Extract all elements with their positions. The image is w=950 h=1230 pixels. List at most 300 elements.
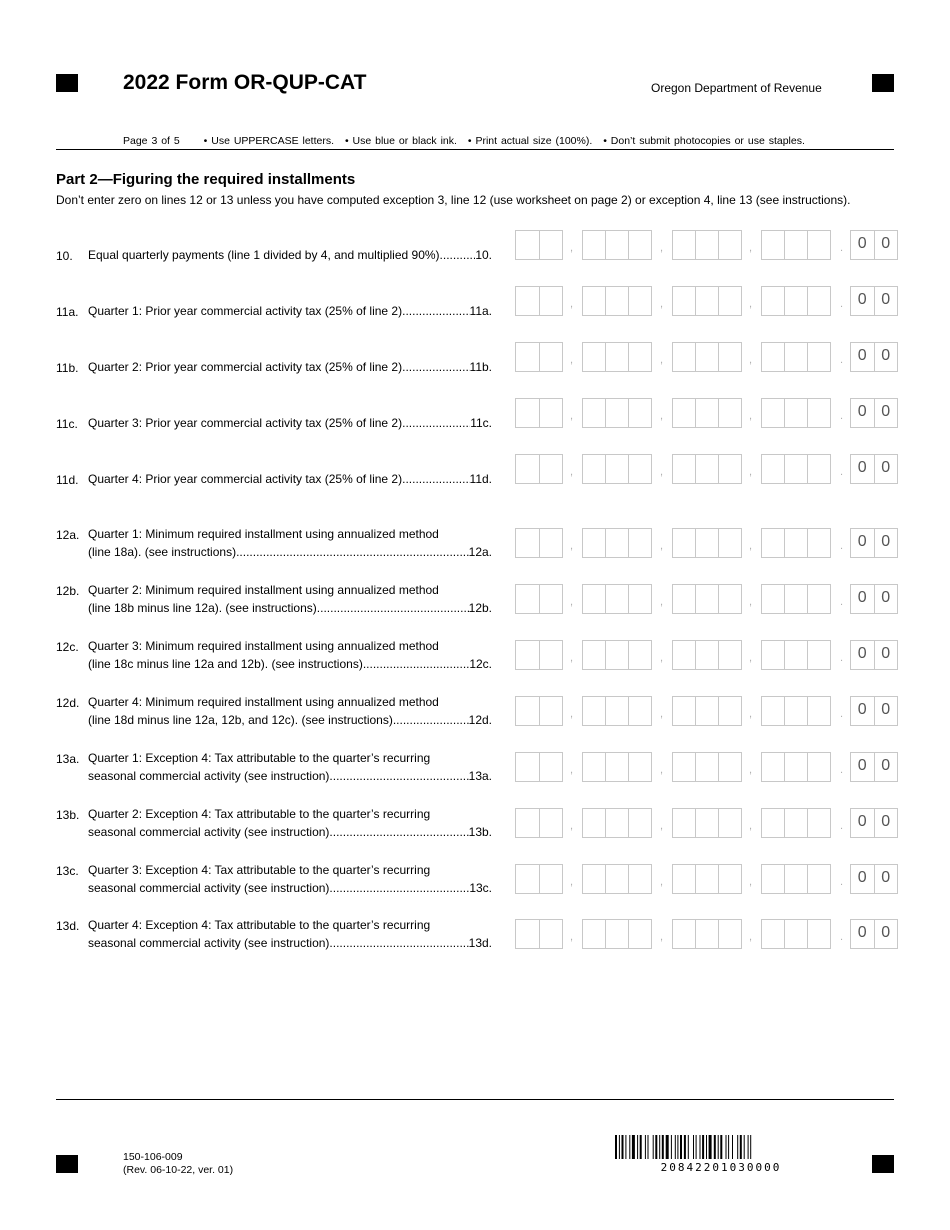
thousands-separator: , xyxy=(660,764,664,776)
digit-box[interactable] xyxy=(673,809,696,837)
digit-box[interactable] xyxy=(719,343,741,371)
cents-digit[interactable]: 0 xyxy=(851,641,875,669)
digit-box[interactable] xyxy=(785,809,808,837)
digit-box[interactable] xyxy=(808,455,830,483)
thousands-separator: , xyxy=(570,466,574,478)
digit-box[interactable] xyxy=(606,287,629,315)
digit-group[interactable] xyxy=(672,454,742,484)
cents-box[interactable] xyxy=(850,696,898,726)
digit-box[interactable] xyxy=(516,641,540,669)
digit-group[interactable] xyxy=(761,864,831,894)
digit-box[interactable] xyxy=(696,641,719,669)
digit-box[interactable] xyxy=(583,343,606,371)
digit-box[interactable] xyxy=(583,920,606,948)
digit-box[interactable] xyxy=(696,697,719,725)
thousands-separator: , xyxy=(660,820,664,832)
digit-group[interactable] xyxy=(515,454,563,484)
digit-group[interactable] xyxy=(761,230,831,260)
digit-box[interactable] xyxy=(629,585,651,613)
digit-box[interactable] xyxy=(629,529,651,557)
digit-group[interactable] xyxy=(582,454,652,484)
cents-digit[interactable]: 0 xyxy=(881,813,891,830)
digit-box[interactable] xyxy=(785,920,808,948)
line-label-text: Quarter 3: Prior year commercial activity tax (25% of line 2) xyxy=(88,416,403,430)
digit-box[interactable] xyxy=(606,455,629,483)
digit-group[interactable] xyxy=(761,584,831,614)
digit-box[interactable] xyxy=(583,455,606,483)
digit-group[interactable] xyxy=(761,808,831,838)
digit-box[interactable] xyxy=(583,529,606,557)
digit-box[interactable] xyxy=(762,697,785,725)
digit-box[interactable] xyxy=(583,865,606,893)
digit-box[interactable] xyxy=(762,809,785,837)
digit-box[interactable] xyxy=(808,865,830,893)
digit-group[interactable] xyxy=(672,398,742,428)
thousands-separator: , xyxy=(749,876,753,888)
digit-box[interactable] xyxy=(540,753,563,781)
digit-box[interactable] xyxy=(673,753,696,781)
thousands-separator: , xyxy=(749,242,753,254)
digit-group[interactable] xyxy=(515,696,563,726)
digit-group[interactable] xyxy=(672,864,742,894)
digit-box[interactable] xyxy=(516,585,540,613)
digit-box[interactable] xyxy=(673,343,696,371)
digit-box[interactable] xyxy=(606,920,629,948)
registration-mark-top-left xyxy=(56,74,78,92)
digit-box[interactable] xyxy=(719,641,741,669)
digit-box[interactable] xyxy=(808,585,830,613)
digit-box[interactable] xyxy=(516,920,540,948)
digit-group[interactable] xyxy=(672,919,742,949)
digit-box[interactable] xyxy=(673,399,696,427)
digit-box[interactable] xyxy=(785,343,808,371)
digit-box[interactable] xyxy=(719,529,741,557)
cents-box[interactable] xyxy=(850,454,898,484)
digit-box[interactable] xyxy=(808,399,830,427)
digit-group[interactable] xyxy=(761,696,831,726)
digit-box[interactable] xyxy=(808,529,830,557)
digit-box[interactable] xyxy=(583,231,606,259)
digit-box[interactable] xyxy=(808,343,830,371)
digit-box[interactable] xyxy=(516,399,540,427)
digit-box[interactable] xyxy=(606,529,629,557)
digit-box[interactable] xyxy=(540,231,563,259)
digit-box[interactable] xyxy=(808,753,830,781)
digit-group[interactable] xyxy=(515,640,563,670)
digit-box[interactable] xyxy=(516,809,540,837)
cents-box[interactable] xyxy=(850,584,898,614)
cents-digit[interactable]: 0 xyxy=(881,533,891,550)
cents-digit[interactable]: 0 xyxy=(881,403,891,420)
barcode-number: 20842201030000 xyxy=(660,1161,782,1174)
line-label-text: seasonal commercial activity (see instruction) xyxy=(88,881,330,895)
digit-box[interactable] xyxy=(516,697,540,725)
line-reference: 10. xyxy=(475,248,492,262)
amount-field[interactable] xyxy=(515,696,897,726)
digit-box[interactable] xyxy=(606,585,629,613)
digit-group[interactable] xyxy=(582,398,652,428)
digit-box[interactable] xyxy=(785,753,808,781)
amount-field[interactable] xyxy=(515,398,897,428)
digit-group[interactable] xyxy=(515,230,563,260)
cents-digit[interactable]: 0 xyxy=(881,291,891,308)
digit-box[interactable] xyxy=(606,231,629,259)
digit-box[interactable] xyxy=(629,641,651,669)
digit-group[interactable] xyxy=(515,398,563,428)
thousands-separator: , xyxy=(570,820,574,832)
decimal-separator: . xyxy=(840,931,844,943)
digit-box[interactable] xyxy=(719,697,741,725)
digit-box[interactable] xyxy=(785,455,808,483)
leader-dots xyxy=(402,470,469,488)
digit-box[interactable] xyxy=(762,753,785,781)
decimal-separator: . xyxy=(840,652,844,664)
digit-group[interactable] xyxy=(515,752,563,782)
digit-box[interactable] xyxy=(785,585,808,613)
digit-group[interactable] xyxy=(761,286,831,316)
digit-box[interactable] xyxy=(719,399,741,427)
digit-group[interactable] xyxy=(672,752,742,782)
digit-box[interactable] xyxy=(516,865,540,893)
digit-box[interactable] xyxy=(696,399,719,427)
line-label-leader xyxy=(88,655,492,673)
amount-field[interactable] xyxy=(515,919,897,949)
digit-box[interactable] xyxy=(540,697,563,725)
digit-group[interactable] xyxy=(761,398,831,428)
digit-group[interactable] xyxy=(761,752,831,782)
amount-field[interactable] xyxy=(515,640,897,670)
digit-box[interactable] xyxy=(540,343,563,371)
digit-box[interactable] xyxy=(673,455,696,483)
digit-box[interactable] xyxy=(808,287,830,315)
digit-group[interactable] xyxy=(515,528,563,558)
instruction-no-photocopies: • Don’t submit photocopies or use staples. xyxy=(603,135,805,147)
digit-group[interactable] xyxy=(672,230,742,260)
line-label xyxy=(88,637,492,673)
digit-box[interactable] xyxy=(696,753,719,781)
digit-group[interactable] xyxy=(515,286,563,316)
digit-box[interactable] xyxy=(540,865,563,893)
line-label-leader xyxy=(88,358,492,376)
digit-box[interactable] xyxy=(629,697,651,725)
digit-box[interactable] xyxy=(696,809,719,837)
digit-box[interactable] xyxy=(606,399,629,427)
digit-box[interactable] xyxy=(606,697,629,725)
decimal-separator: . xyxy=(840,764,844,776)
digit-box[interactable] xyxy=(785,231,808,259)
digit-box[interactable] xyxy=(583,287,606,315)
digit-box[interactable] xyxy=(629,231,651,259)
digit-group[interactable] xyxy=(582,342,652,372)
digit-box[interactable] xyxy=(719,455,741,483)
digit-box[interactable] xyxy=(673,641,696,669)
digit-box[interactable] xyxy=(583,753,606,781)
digit-group[interactable] xyxy=(582,528,652,558)
line-reference: 13b. xyxy=(468,825,492,839)
cents-digit[interactable]: 0 xyxy=(851,753,875,781)
digit-group[interactable] xyxy=(761,454,831,484)
leader-dots xyxy=(393,711,469,729)
digit-box[interactable] xyxy=(629,399,651,427)
line-label-leader xyxy=(88,246,492,264)
digit-box[interactable] xyxy=(629,865,651,893)
thousands-separator: , xyxy=(660,876,664,888)
line-label xyxy=(88,805,492,841)
digit-group[interactable] xyxy=(582,286,652,316)
thousands-separator: , xyxy=(660,540,664,552)
digit-box[interactable] xyxy=(606,865,629,893)
digit-box[interactable] xyxy=(540,529,563,557)
digit-box[interactable] xyxy=(516,529,540,557)
digit-box[interactable] xyxy=(719,287,741,315)
cents-digit[interactable]: 0 xyxy=(851,697,875,725)
digit-box[interactable] xyxy=(540,920,563,948)
amount-field[interactable] xyxy=(515,230,897,260)
leader-dots xyxy=(329,767,468,785)
digit-box[interactable] xyxy=(516,343,540,371)
cents-digit[interactable]: 0 xyxy=(851,287,875,315)
digit-box[interactable] xyxy=(719,920,741,948)
cents-digit[interactable]: 0 xyxy=(881,347,891,364)
digit-box[interactable] xyxy=(762,399,785,427)
digit-box[interactable] xyxy=(516,287,540,315)
line-number: 12b. xyxy=(56,584,80,598)
digit-group[interactable] xyxy=(582,752,652,782)
digit-box[interactable] xyxy=(583,697,606,725)
cents-digit[interactable]: 0 xyxy=(851,343,875,371)
digit-group[interactable] xyxy=(761,640,831,670)
digit-box[interactable] xyxy=(583,399,606,427)
line-number: 12d. xyxy=(56,696,80,710)
digit-box[interactable] xyxy=(696,231,719,259)
digit-box[interactable] xyxy=(629,287,651,315)
digit-box[interactable] xyxy=(762,343,785,371)
digit-group[interactable] xyxy=(761,528,831,558)
digit-box[interactable] xyxy=(673,529,696,557)
thousands-separator: , xyxy=(660,298,664,310)
digit-box[interactable] xyxy=(673,920,696,948)
line-label xyxy=(88,861,492,897)
digit-box[interactable] xyxy=(583,641,606,669)
agency-name: Oregon Department of Revenue xyxy=(651,81,822,95)
cents-box[interactable] xyxy=(850,752,898,782)
digit-box[interactable] xyxy=(606,641,629,669)
cents-digit[interactable]: 0 xyxy=(851,231,875,259)
digit-box[interactable] xyxy=(540,399,563,427)
digit-box[interactable] xyxy=(540,809,563,837)
digit-box[interactable] xyxy=(540,585,563,613)
digit-box[interactable] xyxy=(696,585,719,613)
line-number: 11c. xyxy=(56,417,78,431)
thousands-separator: , xyxy=(570,652,574,664)
digit-box[interactable] xyxy=(696,865,719,893)
cents-digit[interactable]: 0 xyxy=(881,645,891,662)
digit-box[interactable] xyxy=(785,399,808,427)
digit-group[interactable] xyxy=(672,808,742,838)
amount-field[interactable] xyxy=(515,808,897,838)
cents-digit[interactable]: 0 xyxy=(881,459,891,476)
digit-box[interactable] xyxy=(696,455,719,483)
line-reference: 11d. xyxy=(469,472,492,486)
cents-digit[interactable]: 0 xyxy=(851,399,875,427)
digit-group[interactable] xyxy=(515,342,563,372)
digit-box[interactable] xyxy=(606,809,629,837)
digit-box[interactable] xyxy=(673,231,696,259)
thousands-separator: , xyxy=(570,242,574,254)
amount-field[interactable] xyxy=(515,342,897,372)
cents-digit[interactable]: 0 xyxy=(851,455,875,483)
digit-box[interactable] xyxy=(719,809,741,837)
digit-box[interactable] xyxy=(696,529,719,557)
digit-box[interactable] xyxy=(808,231,830,259)
amount-field[interactable] xyxy=(515,752,897,782)
digit-box[interactable] xyxy=(808,809,830,837)
digit-box[interactable] xyxy=(673,697,696,725)
digit-group[interactable] xyxy=(761,342,831,372)
digit-box[interactable] xyxy=(719,753,741,781)
cents-digit[interactable]: 0 xyxy=(851,585,875,613)
digit-box[interactable] xyxy=(762,920,785,948)
digit-box[interactable] xyxy=(762,585,785,613)
amount-field[interactable] xyxy=(515,528,897,558)
digit-box[interactable] xyxy=(516,753,540,781)
digit-box[interactable] xyxy=(762,641,785,669)
digit-box[interactable] xyxy=(719,231,741,259)
cents-digit[interactable]: 0 xyxy=(881,924,891,941)
digit-group[interactable] xyxy=(582,864,652,894)
instruction-ink: • Use blue or black ink. xyxy=(344,135,457,147)
cents-digit[interactable]: 0 xyxy=(881,701,891,718)
digit-group[interactable] xyxy=(515,584,563,614)
digit-box[interactable] xyxy=(583,809,606,837)
thousands-separator: , xyxy=(749,652,753,664)
digit-group[interactable] xyxy=(672,528,742,558)
line-label-text: Quarter 3: Exception 4: Tax attributable to the quarter’s recurring xyxy=(88,863,431,877)
digit-box[interactable] xyxy=(629,809,651,837)
decimal-separator: . xyxy=(840,242,844,254)
digit-group[interactable] xyxy=(672,640,742,670)
cents-digit[interactable]: 0 xyxy=(881,589,891,606)
digit-box[interactable] xyxy=(762,455,785,483)
digit-box[interactable] xyxy=(516,231,540,259)
digit-group[interactable] xyxy=(672,696,742,726)
digit-group[interactable] xyxy=(582,919,652,949)
digit-group[interactable] xyxy=(672,584,742,614)
digit-box[interactable] xyxy=(696,920,719,948)
digit-box[interactable] xyxy=(673,585,696,613)
thousands-separator: , xyxy=(749,596,753,608)
thousands-separator: , xyxy=(749,354,753,366)
cents-box[interactable] xyxy=(850,230,898,260)
instruction-print-size: • Print actual size (100%). xyxy=(467,135,593,147)
digit-box[interactable] xyxy=(629,343,651,371)
digit-group[interactable] xyxy=(761,919,831,949)
cents-box[interactable] xyxy=(850,808,898,838)
digit-group[interactable] xyxy=(582,808,652,838)
digit-group[interactable] xyxy=(672,286,742,316)
leader-dots xyxy=(236,543,469,561)
cents-box[interactable] xyxy=(850,342,898,372)
digit-group[interactable] xyxy=(515,919,563,949)
barcode xyxy=(615,1135,827,1159)
cents-box[interactable] xyxy=(850,864,898,894)
line-label-leader xyxy=(88,767,492,785)
digit-box[interactable] xyxy=(762,865,785,893)
digit-box[interactable] xyxy=(629,753,651,781)
digit-box[interactable] xyxy=(540,641,563,669)
digit-box[interactable] xyxy=(629,920,651,948)
cents-digit[interactable]: 0 xyxy=(881,757,891,774)
cents-digit[interactable]: 0 xyxy=(851,529,875,557)
line-reference: 11b. xyxy=(469,360,492,374)
line-label-leader xyxy=(88,823,492,841)
digit-box[interactable] xyxy=(516,455,540,483)
digit-box[interactable] xyxy=(606,753,629,781)
digit-box[interactable] xyxy=(719,865,741,893)
digit-group[interactable] xyxy=(582,640,652,670)
cents-digit[interactable]: 0 xyxy=(851,920,875,948)
cents-box[interactable] xyxy=(850,640,898,670)
digit-group[interactable] xyxy=(582,584,652,614)
digit-group[interactable] xyxy=(515,864,563,894)
digit-box[interactable] xyxy=(540,455,563,483)
digit-box[interactable] xyxy=(808,641,830,669)
digit-group[interactable] xyxy=(582,696,652,726)
line-number: 13b. xyxy=(56,808,80,822)
digit-group[interactable] xyxy=(582,230,652,260)
amount-field[interactable] xyxy=(515,584,897,614)
digit-box[interactable] xyxy=(719,585,741,613)
digit-box[interactable] xyxy=(808,697,830,725)
digit-box[interactable] xyxy=(762,231,785,259)
line-label-text: Quarter 1: Exception 4: Tax attributable to the quarter’s recurring xyxy=(88,751,431,765)
cents-box[interactable] xyxy=(850,528,898,558)
digit-box[interactable] xyxy=(606,343,629,371)
digit-box[interactable] xyxy=(808,920,830,948)
digit-box[interactable] xyxy=(762,529,785,557)
line-reference: 13d. xyxy=(468,936,492,950)
digit-box[interactable] xyxy=(696,287,719,315)
cents-box[interactable] xyxy=(850,398,898,428)
cents-digit[interactable]: 0 xyxy=(881,235,891,252)
digit-box[interactable] xyxy=(673,865,696,893)
digit-box[interactable] xyxy=(785,865,808,893)
digit-box[interactable] xyxy=(785,287,808,315)
digit-box[interactable] xyxy=(673,287,696,315)
cents-digit[interactable]: 0 xyxy=(851,809,875,837)
digit-box[interactable] xyxy=(696,343,719,371)
amount-field[interactable] xyxy=(515,454,897,484)
digit-group[interactable] xyxy=(672,342,742,372)
digit-box[interactable] xyxy=(785,529,808,557)
digit-box[interactable] xyxy=(762,287,785,315)
amount-field[interactable] xyxy=(515,864,897,894)
digit-box[interactable] xyxy=(629,455,651,483)
digit-box[interactable] xyxy=(785,697,808,725)
digit-group[interactable] xyxy=(515,808,563,838)
cents-digit[interactable]: 0 xyxy=(881,869,891,886)
thousands-separator: , xyxy=(749,931,753,943)
digit-box[interactable] xyxy=(540,287,563,315)
digit-box[interactable] xyxy=(583,585,606,613)
line-reference: 13c. xyxy=(469,881,492,895)
line-label-text: Quarter 2: Minimum required installment using annualized method xyxy=(88,583,439,597)
cents-digit[interactable]: 0 xyxy=(851,865,875,893)
digit-box[interactable] xyxy=(785,641,808,669)
amount-field[interactable] xyxy=(515,286,897,316)
cents-box[interactable] xyxy=(850,286,898,316)
cents-box[interactable] xyxy=(850,919,898,949)
